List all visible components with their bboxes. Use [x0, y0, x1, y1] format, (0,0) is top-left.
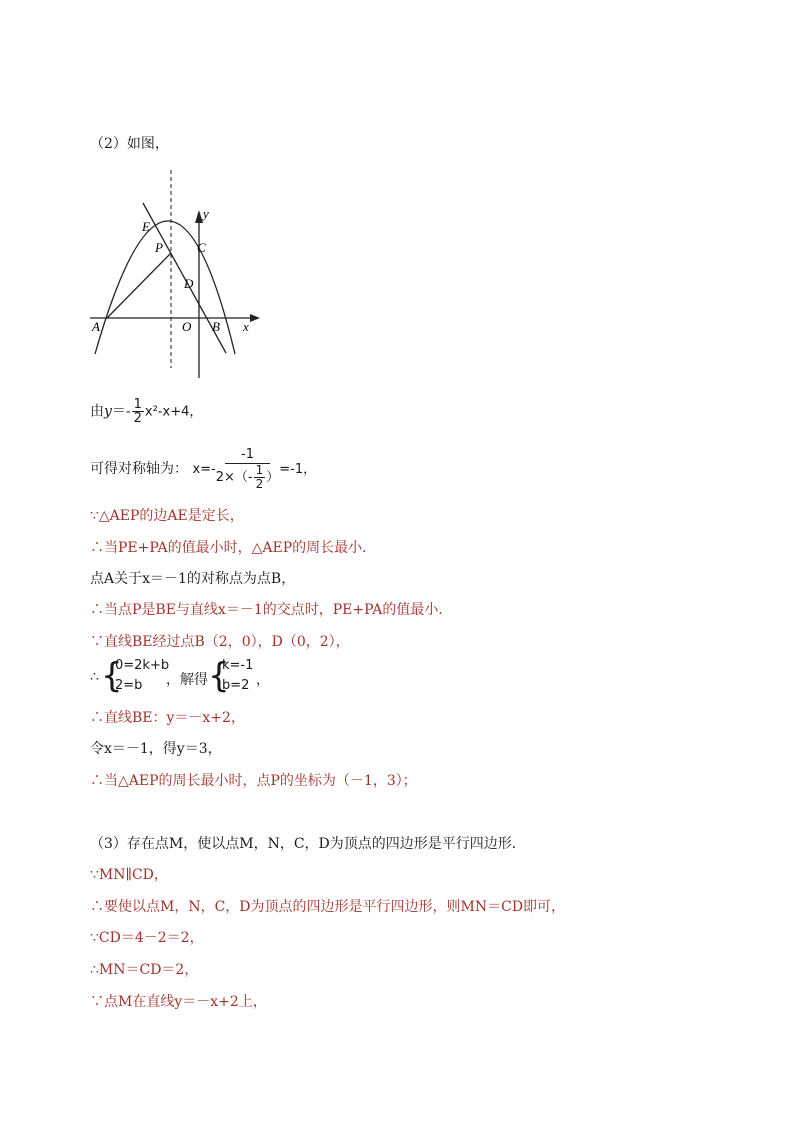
label-x: x: [243, 319, 249, 334]
label-y: y: [203, 206, 209, 221]
text-line-3: ∵△AEP的边AE是定长，: [90, 508, 244, 524]
text-line-7: ∵直线BE经过点B（2，0），D（0，2），: [90, 634, 350, 650]
text-line-15: ∵CD＝4－2＝2，: [90, 930, 204, 946]
text-line-5: 点A关于x＝－1的对称点为点B，: [90, 571, 296, 587]
label-O: O: [182, 319, 192, 334]
part2-label: （2）如图，: [90, 136, 169, 152]
label-C: C: [197, 240, 206, 255]
left-brace-icon: {: [208, 656, 230, 696]
equation-system: ∴ { 0=2k+b 2=b ，解得 { k=-1 b=2 ，: [90, 656, 270, 696]
formula-parabola: 由y＝- $\frac{1}{2}$ x²-x+4，: [90, 397, 203, 426]
text-line-14: ∴要使以点M，N，C，D为顶点的四边形是平行四边形，则MN＝CD即可，: [90, 899, 566, 915]
text-line-6: ∴当点P是BE与直线x＝－1的交点时，PE+PA的值最小．: [90, 602, 453, 618]
text-line-4: ∴当PE+PA的值最小时，△AEP的周长最小．: [90, 540, 377, 556]
formula-axis: 可得对称轴为： x=- -1 2×（- $\frac{1}{2}$ ） =-1，: [90, 447, 317, 491]
label-E: E: [142, 219, 150, 234]
label-P: P: [155, 240, 163, 255]
text-line-10: 令x＝－1，得y＝3，: [90, 741, 222, 757]
left-brace-icon: {: [101, 656, 123, 696]
label-B: B: [212, 319, 220, 334]
part3-statement: （3）存在点M，使以点M，N，C，D为顶点的四边形是平行四边形．: [90, 836, 526, 852]
label-D: D: [184, 276, 194, 291]
text-line-9: ∴直线BE：y＝－x+2，: [90, 710, 245, 726]
text-line-13: ∵MN∥CD，: [90, 867, 168, 883]
label-A: A: [92, 319, 100, 334]
text-line-11: ∴当△AEP的周长最小时，点P的坐标为（－1，3）；: [90, 773, 417, 789]
text-line-16: ∴MN＝CD＝2，: [90, 962, 199, 978]
text-line-17: ∵点M在直线y＝－x+2上，: [90, 994, 267, 1010]
parabola-figure: [85, 168, 265, 383]
